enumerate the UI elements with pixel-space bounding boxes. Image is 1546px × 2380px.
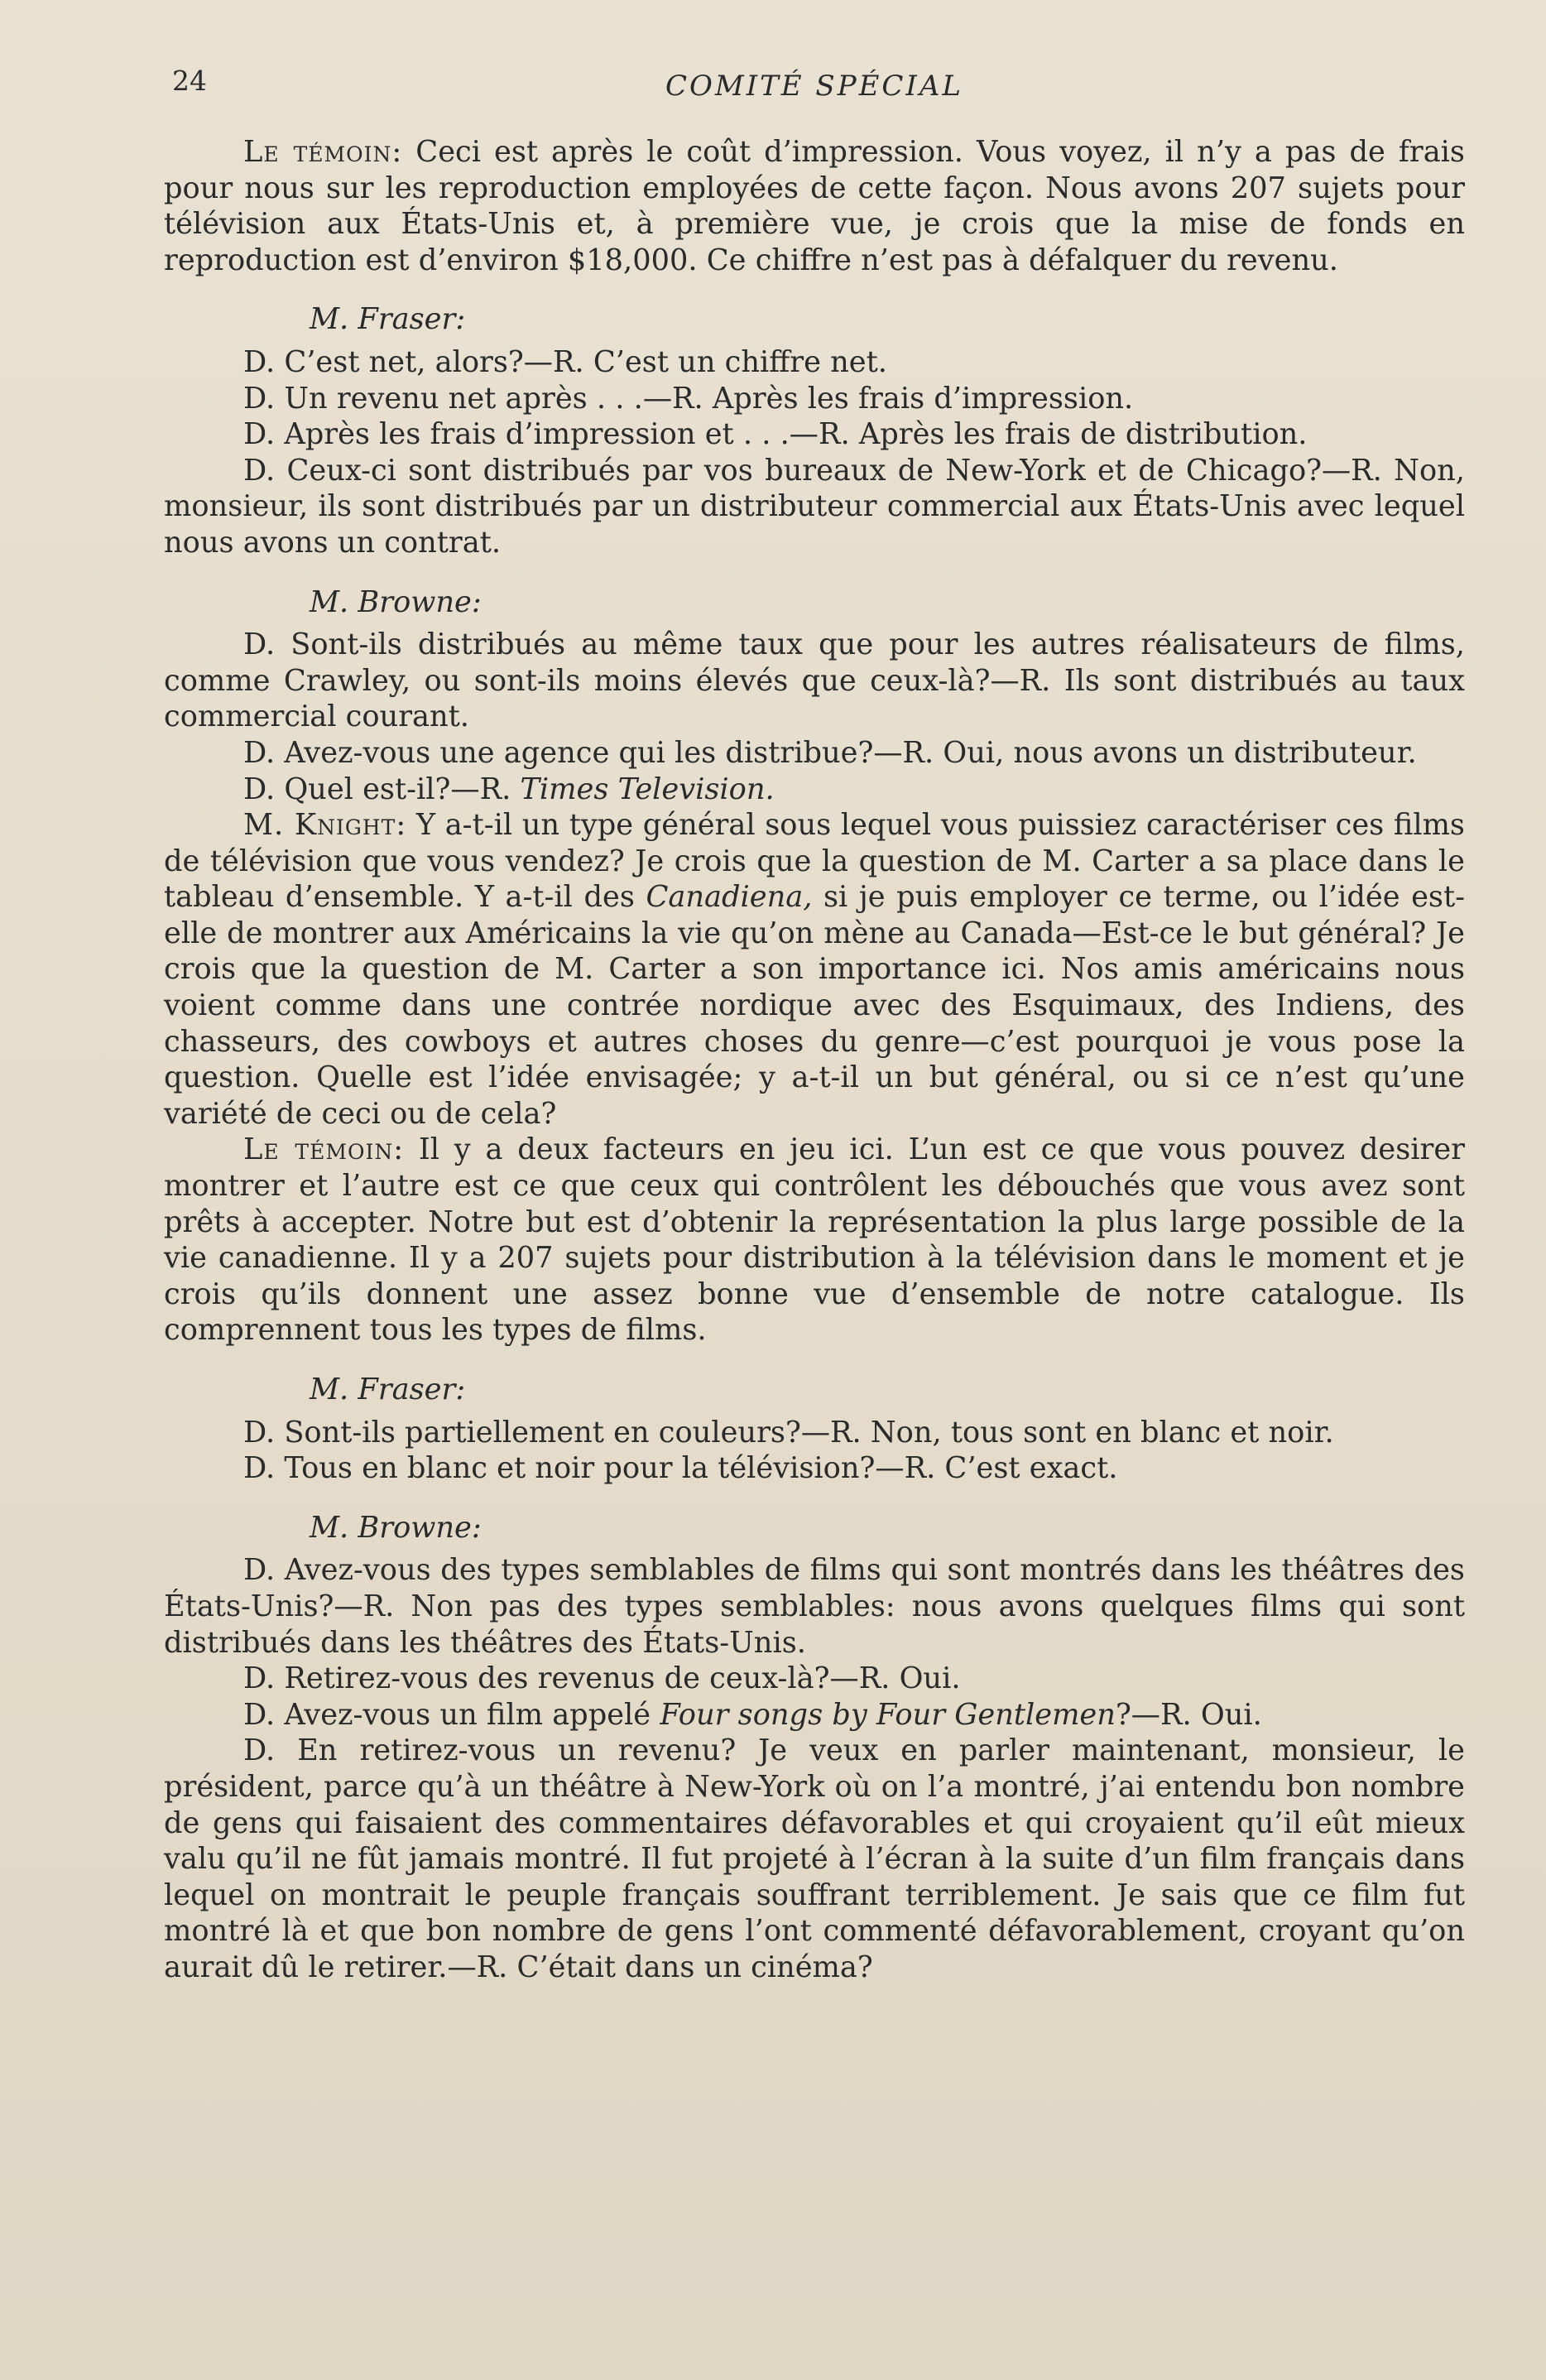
speaker-label: M. Knight: — [243, 808, 407, 843]
qa-text: D. Avez-vous un film appelé — [243, 1697, 660, 1732]
question-answer: D. Sont-ils partiellement en couleurs?—R. Non, tous sont en blanc et noir. — [243, 1415, 1334, 1450]
question-answer: D. Un revenu net après . . .—R. Après les frais d’impression. — [243, 381, 1134, 416]
page-number: 24 — [172, 65, 207, 97]
question-answer: D. Ceux-ci sont distribués par vos bureaux de New-York et de Chicago?—R. Non, monsieur, ils sont distribués par un distributeur commercial aux États-Unis avec lequel nous avons un contrat. — [164, 453, 1465, 560]
qa-italic-text: Times Television. — [520, 772, 775, 806]
question-answer: D. C’est net, alors?—R. C’est un chiffre net. — [243, 344, 887, 379]
qa-text: D. Quel est-il?—R. — [243, 772, 521, 806]
question-answer: D. Avez-vous une agence qui les distribue?—R. Oui, nous avons un distributeur. — [243, 735, 1417, 770]
paragraph-witness-1 — [164, 134, 1465, 278]
page-header — [166, 65, 1463, 114]
question-answer: D. En retirez-vous un revenu? Je veux en parler maintenant, monsieur, le président, parce qu’à un théâtre à New-York où on l’a montré, j’ai entendu bon nombre de gens qui faisaient des commentaires défavorables et qui croyaient qu’il eût mieux valu qu’il ne fût jamais montré. Il fut projeté à l’écran à la suite d’un film français dans lequel on montrait le peuple français souffrant terriblement. Je sais que ce film fut montré là et que bon nombre de gens l’ont commenté défavorablement, croyant qu’on aurait dû le retirer.—R. C’était dans un cinéma? — [164, 1733, 1465, 1984]
paragraph-knight — [164, 807, 1465, 1132]
paragraph-text: Il y a deux facteurs en jeu ici. L’un est ce que vous pouvez desirer montrer et l’autre est ce que ceux qui contrôlent les débouchés que vous avez sont prêts à accepter. Notre but est d’obtenir la représentation la plus large possible de la vie canadienne. Il y a 207 sujets pour distribution à la télévision dans le moment et je crois qu’ils donnent une assez bonne vue d’ensemble de notre catalogue. Ils comprennent tous les types de films. — [164, 1132, 1465, 1348]
question-answer: D. Retirez-vous des revenus de ceux-là?—R. Oui. — [243, 1661, 961, 1696]
paragraph-text: Y a-t-il un type général sous lequel vous puissiez caractériser ces films de télévision que vous vendez? Je crois que la question de M. Carter a sa place dans le tableau d’ensemble. Y a-t-il des — [164, 808, 1465, 915]
paragraph-witness-2 — [164, 1132, 1465, 1349]
paragraph-italic-text: Canadiena, — [646, 880, 813, 915]
question-answer: D. Sont-ils distribués au même taux que pour les autres réalisateurs de films, comme Crawley, ou sont-ils moins élevés que ceux-là?—R. Ils sont distribués au taux commercial courant. — [164, 627, 1465, 734]
question-answer: D. Après les frais d’impression et . . .—R. Après les frais de distribution. — [243, 417, 1308, 452]
speaker-label: Le témoin: — [243, 1132, 405, 1167]
speaker-heading-fraser: M. Fraser: — [310, 302, 466, 337]
page-body — [164, 134, 1465, 1986]
question-answer — [164, 772, 1465, 808]
speaker-heading-browne: M. Browne: — [310, 584, 482, 619]
qa-text: ?—R. Oui. — [1115, 1697, 1262, 1732]
paragraph-text: si je puis employer ce terme, ou l’idée est-elle de montrer aux Américains la vie qu’on mène au Canada—Est-ce le but général? Je crois que la question de M. Carter a son importance ici. Nos amis américains nous voient comme dans une contrée nordique avec des Esquimaux, des Indiens, des chasseurs, des cowboys et autres choses du genre—c’est pourquoi je vous pose la question. Quelle est l’idée envisagée; y a-t-il un but général, ou si ce n’est qu’une variété de ceci ou de cela? — [164, 880, 1465, 1131]
question-answer — [164, 1697, 1465, 1733]
speaker-label: Le témoin: — [243, 135, 403, 169]
speaker-heading-browne: M. Browne: — [310, 1510, 482, 1545]
qa-italic-text: Four songs by Four Gentlemen — [660, 1697, 1116, 1732]
question-answer: D. Avez-vous des types semblables de films qui sont montrés dans les théâtres des États-Unis?—R. Non pas des types semblables: nous avons quelques films qui sont distribués dans les théâtres des États-Unis. — [164, 1553, 1465, 1660]
paragraph-text: Ceci est après le coût d’impression. Vous voyez, il n’y a pas de frais pour nous sur les reproduction employées de cette façon. Nous avons 207 sujets pour télévision aux États-Unis et, à première vue, je crois que la mise de fonds en reproduction est d’environ $18,000. Ce chiffre n’est pas à défalquer du revenu. — [164, 135, 1465, 277]
running-head: COMITÉ SPÉCIAL — [665, 70, 963, 103]
speaker-heading-fraser: M. Fraser: — [310, 1373, 466, 1406]
question-answer: D. Tous en blanc et noir pour la télévision?—R. C’est exact. — [243, 1451, 1118, 1486]
